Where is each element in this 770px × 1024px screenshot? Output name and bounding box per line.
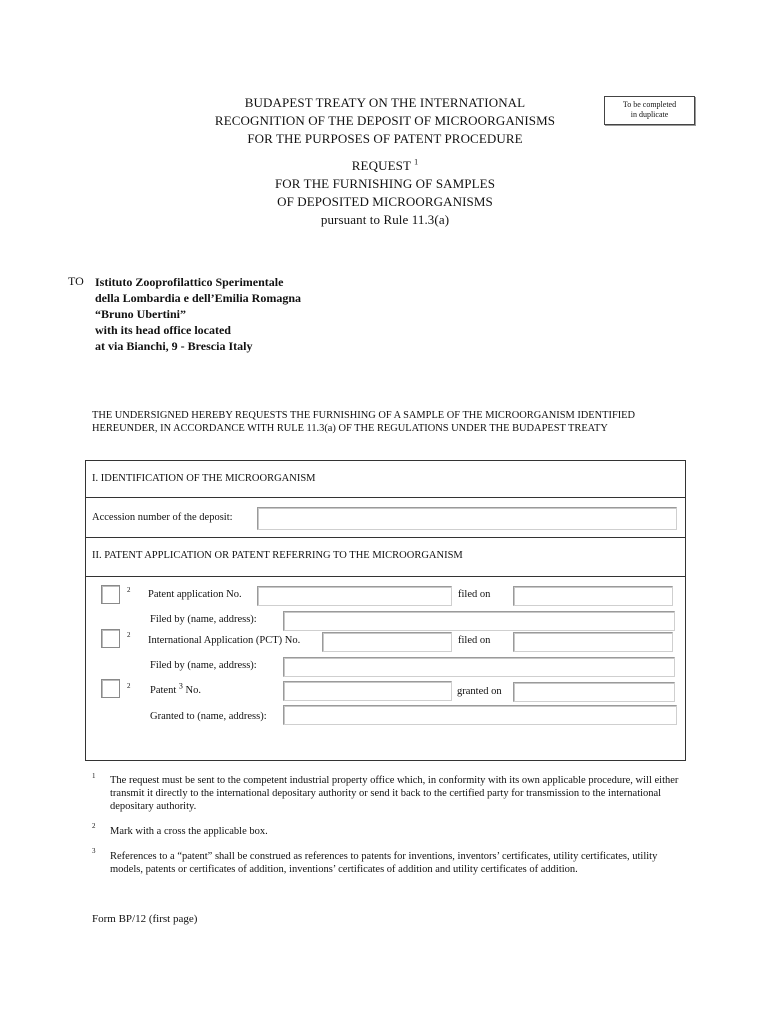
request-line: pursuant to Rule 11.3(a) (320, 212, 450, 227)
granted-to-label: Granted to (name, address): (150, 711, 267, 722)
patent-checkbox[interactable] (101, 679, 120, 698)
pct-filed-on-input[interactable] (513, 632, 673, 652)
footnote-ref: 2 (127, 631, 131, 639)
pct-application-label: International Application (PCT) No. (148, 635, 301, 646)
footnote-text: References to a “patent” shall be construed as references to patents for inventions, inventors’ certificates, utility certificates, utility models, patents or certificates of addition, inventions’ certificates of addition and utility certificates of addition. (110, 851, 658, 875)
request-line: FOR THE FURNISHING OF SAMPLES (274, 176, 496, 191)
section-1-title: I. IDENTIFICATION OF THE MICROORGANISM (92, 473, 316, 484)
patent-application-label: Patent application No. (148, 589, 242, 600)
to-label: TO (68, 274, 84, 288)
granted-to-input[interactable] (283, 705, 677, 725)
patent-label-text: Patent (150, 685, 177, 696)
footnote-number: 1 (92, 772, 96, 780)
accession-number-input[interactable] (257, 507, 677, 530)
title-line: FOR THE PURPOSES OF PATENT PROCEDURE (247, 131, 523, 146)
request-label: REQUEST (351, 158, 411, 173)
patent-label (150, 681, 201, 696)
form-title (150, 94, 620, 229)
footnote-number: 3 (92, 847, 96, 855)
filed-by-label: Filed by (name, address): (150, 660, 257, 671)
request-heading (150, 157, 620, 229)
divider (85, 576, 686, 577)
pct-number-input[interactable] (322, 632, 452, 652)
patent-application-checkbox[interactable] (101, 585, 120, 604)
divider (85, 497, 686, 498)
filed-on-label: filed on (458, 635, 491, 646)
footnote-text: The request must be sent to the competent industrial property office which, in conformity with its own applicable procedure, will either transmit it directly to the international depositary authority or send it back to the certified party for transmission to the international depositary authority. (110, 775, 679, 812)
addressee-line: with its head office located (95, 323, 231, 337)
patent-number-input[interactable] (283, 681, 452, 701)
request-statement: THE UNDERSIGNED HEREBY REQUESTS THE FURNISHING OF A SAMPLE OF THE MICROORGANISM IDENTIFIED HEREUNDER, IN ACCORDANCE WITH RULE 11.3(a) OF THE REGULATIONS UNDER THE BUDAPEST TREATY (92, 410, 636, 434)
pct-application-checkbox[interactable] (101, 629, 120, 648)
note-line: To be completed (622, 100, 677, 109)
footnote-ref: 2 (127, 586, 131, 594)
section-2-title: II. PATENT APPLICATION OR PATENT REFERRING TO THE MICROORGANISM (92, 550, 463, 561)
footnote-ref: 3 (178, 681, 183, 691)
accession-label: Accession number of the deposit: (92, 512, 233, 523)
addressee-line: “Bruno Ubertini” (95, 307, 187, 321)
filed-by-input[interactable] (283, 611, 675, 631)
filed-on-date-input[interactable] (513, 586, 673, 606)
patent-label-no: No. (185, 685, 201, 696)
addressee-block (95, 274, 301, 354)
filed-by-label: Filed by (name, address): (150, 614, 257, 625)
granted-on-date-input[interactable] (513, 682, 675, 702)
footnote-number: 2 (92, 822, 96, 830)
addressee-line: at via Bianchi, 9 - Brescia Italy (95, 339, 253, 353)
title-line: RECOGNITION OF THE DEPOSIT OF MICROORGANISMS (214, 113, 556, 128)
granted-on-label: granted on (457, 686, 502, 697)
footnote-ref: 1 (414, 157, 419, 167)
addressee-line: Istituto Zooprofilattico Sperimentale (95, 275, 284, 289)
footnote-text: Mark with a cross the applicable box. (110, 826, 268, 837)
pct-filed-by-input[interactable] (283, 657, 675, 677)
form-id: Form BP/12 (first page) (92, 913, 198, 925)
filed-on-label: filed on (458, 589, 491, 600)
addressee-line: della Lombardia e dell’Emilia Romagna (95, 291, 302, 305)
note-line: in duplicate (630, 110, 669, 119)
duplicate-note-box (604, 96, 695, 125)
divider (85, 537, 686, 538)
footnote-ref: 2 (127, 682, 131, 690)
patent-application-number-input[interactable] (257, 586, 452, 606)
title-line: BUDAPEST TREATY ON THE INTERNATIONAL (244, 95, 526, 110)
request-line: OF DEPOSITED MICROORGANISMS (277, 194, 493, 209)
